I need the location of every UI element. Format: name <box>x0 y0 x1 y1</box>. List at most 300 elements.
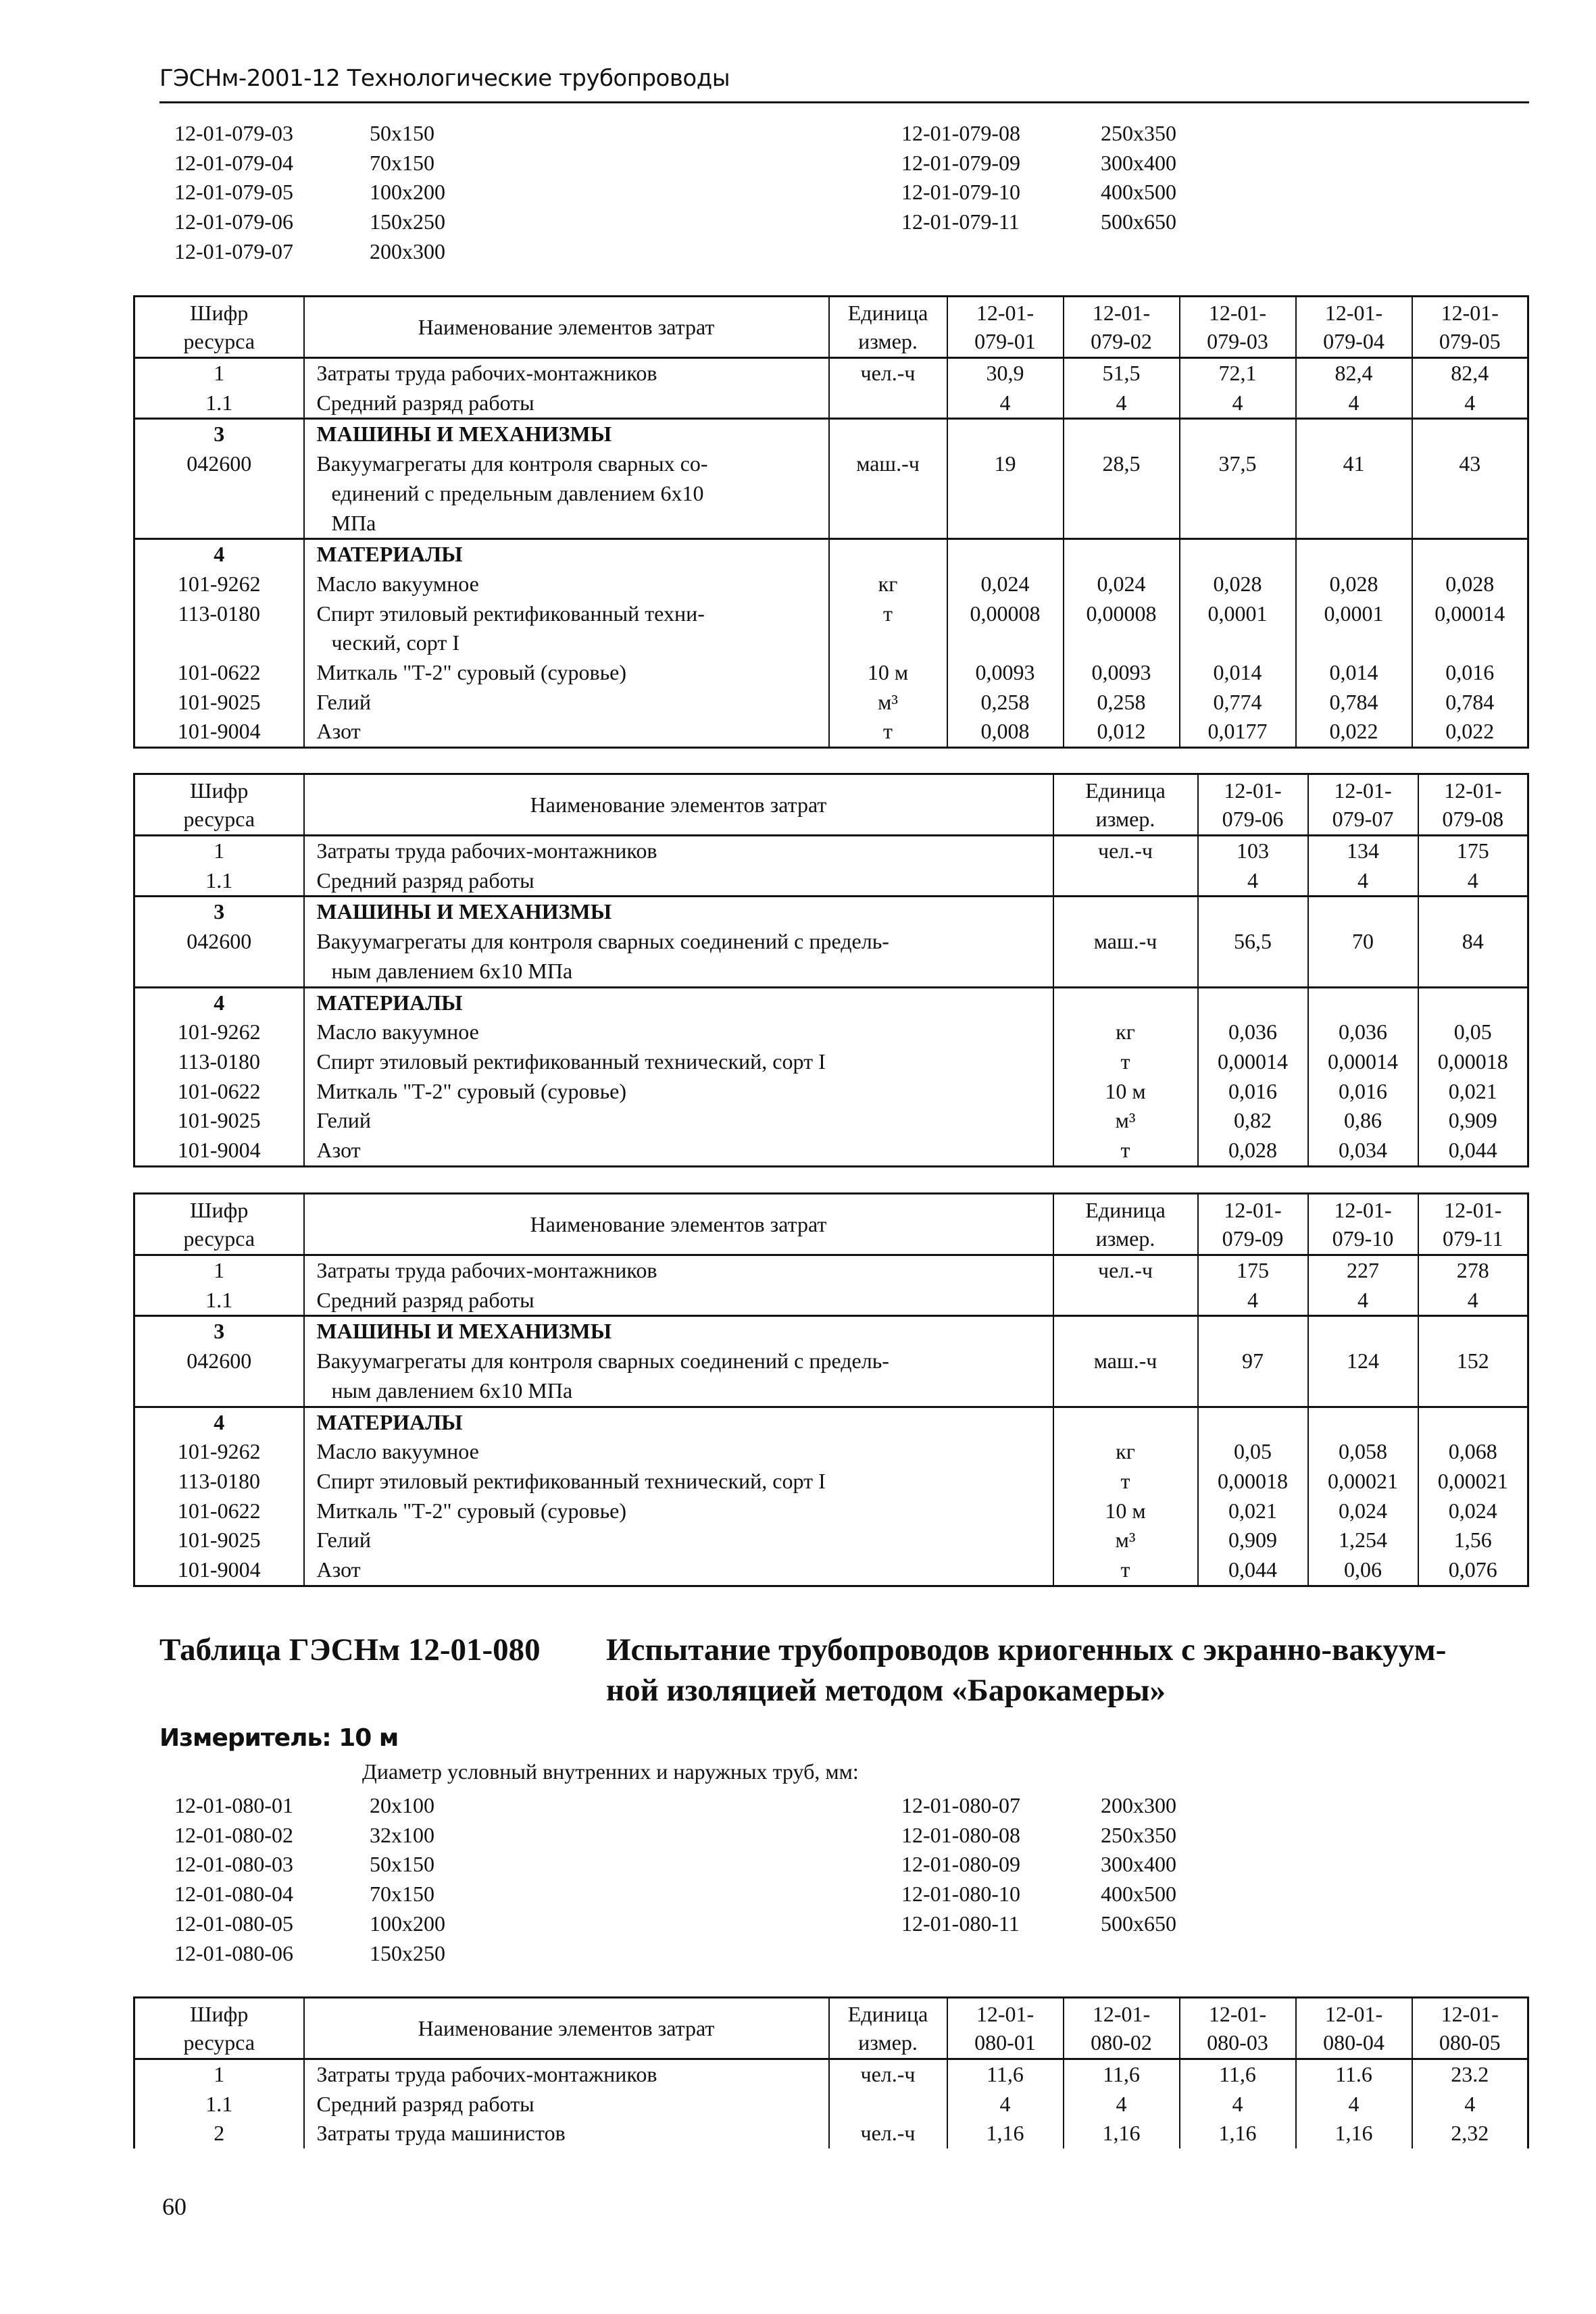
resource-code: 101-9262 <box>134 570 304 599</box>
table-row <box>134 449 1528 539</box>
unit <box>1053 1407 1198 1437</box>
norm-value: 175 <box>1418 836 1528 866</box>
header-norm-code <box>1308 1194 1418 1255</box>
norm-value: 0,774 <box>1180 688 1296 718</box>
norm-value: 11,6 <box>1180 2059 1296 2090</box>
norm-value: 0,784 <box>1296 688 1412 718</box>
table-row <box>134 570 1528 599</box>
unit: т <box>829 599 947 658</box>
name-line: Средний разряд работы <box>316 1287 534 1312</box>
norm-value <box>1198 897 1308 927</box>
unit: чел.-ч <box>829 358 947 388</box>
name-line: Затраты труда рабочих-монтажников <box>316 361 657 385</box>
norm-value: 4 <box>1308 1286 1418 1316</box>
resource-name <box>304 1407 1053 1437</box>
header-line: 079-11 <box>1443 1226 1503 1251</box>
norm-value: 0,014 <box>1296 658 1412 688</box>
norm-value: 0,00021 <box>1308 1467 1418 1496</box>
diameter-item: 250x350 <box>1101 121 1176 145</box>
table-section <box>134 539 1528 748</box>
code-item: 12-01-080-11 <box>901 1911 1020 1936</box>
table-row <box>134 1496 1528 1526</box>
table-row <box>134 1047 1528 1077</box>
header-line: 12-01- <box>976 2002 1034 2026</box>
diameter-caption: Диаметр условный внутренних и наружных труб, мм: <box>362 1759 859 1784</box>
resource-code: 3 <box>134 1316 304 1347</box>
resource-table <box>133 1192 1529 1587</box>
unit: т <box>1053 1047 1198 1077</box>
header-name: Наименование элементов затрат <box>304 1998 829 2059</box>
header-norm-code <box>947 1998 1064 2059</box>
norm-value: 0,021 <box>1198 1496 1308 1526</box>
unit: 10 м <box>829 658 947 688</box>
norm-value: 41 <box>1296 449 1412 539</box>
section-heading-row <box>134 1407 1528 1437</box>
name-line: Масло вакуумное <box>316 1439 479 1464</box>
norm-value: 4 <box>1412 2090 1528 2119</box>
norm-value: 0,022 <box>1412 717 1528 747</box>
table-row <box>134 1077 1528 1107</box>
header-line: 12-01- <box>1444 778 1502 803</box>
measure-unit: Измеритель: 10 м <box>159 1724 399 1752</box>
header-line: измер. <box>858 329 918 353</box>
norm-value: 0,068 <box>1418 1437 1528 1467</box>
name-line: Средний разряд работы <box>316 867 534 892</box>
norm-value: 0,028 <box>1412 570 1528 599</box>
resource-code: 3 <box>134 419 304 449</box>
norm-value: 0,00021 <box>1418 1467 1528 1496</box>
norm-value: 11.6 <box>1296 2059 1412 2090</box>
header-line: 12-01- <box>1324 301 1383 325</box>
resource-name <box>304 927 1053 987</box>
header-line: 12-01- <box>976 301 1034 325</box>
code-item: 12-01-079-03 <box>174 121 293 145</box>
resource-code: 101-9025 <box>134 688 304 718</box>
header-norm-code <box>1296 1998 1412 2059</box>
code-item: 12-01-079-06 <box>174 209 293 234</box>
table-row <box>134 866 1528 897</box>
header-line: ресурса <box>183 1226 255 1251</box>
norm-value: 0,00018 <box>1198 1467 1308 1496</box>
header-norm-code <box>1412 1998 1528 2059</box>
norm-value: 0,016 <box>1308 1077 1418 1107</box>
unit: маш.-ч <box>829 449 947 539</box>
norm-value <box>1198 1407 1308 1437</box>
norm-value: 30,9 <box>947 358 1064 388</box>
norm-value: 0,00014 <box>1412 599 1528 658</box>
header-line: 079-03 <box>1207 329 1268 353</box>
resource-code: 1.1 <box>134 1286 304 1316</box>
header-line: 080-04 <box>1323 2030 1385 2055</box>
code-item: 12-01-080-07 <box>901 1793 1020 1817</box>
diameter-item: 150x250 <box>370 209 445 234</box>
norm-value: 0,034 <box>1308 1136 1418 1166</box>
name-line: Миткаль "Т-2" суровый (суровье) <box>316 1498 627 1523</box>
header-line: 12-01- <box>1092 301 1151 325</box>
norm-value <box>1412 419 1528 449</box>
resource-name <box>304 449 829 539</box>
resource-name <box>304 358 829 388</box>
header-norm-code <box>1296 297 1412 358</box>
name-line: ным давлением 6x10 МПа <box>331 1378 573 1403</box>
resource-name <box>304 2119 829 2148</box>
header-line: ресурса <box>183 329 255 353</box>
header-norm-code <box>1198 1194 1308 1255</box>
resource-code: 1.1 <box>134 388 304 419</box>
diameter-item: 300x400 <box>1101 150 1176 175</box>
name-line: Масло вакуумное <box>316 1020 479 1045</box>
table-row <box>134 688 1528 718</box>
name-line: Миткаль "Т-2" суровый (суровье) <box>316 660 627 685</box>
norm-value: 51,5 <box>1064 358 1180 388</box>
resource-name <box>304 987 1053 1017</box>
norm-value: 0,0001 <box>1296 599 1412 658</box>
norm-value: 0,05 <box>1198 1437 1308 1467</box>
norm-value: 0,024 <box>1308 1496 1418 1526</box>
unit: м³ <box>1053 1106 1198 1136</box>
name-line: Затраты труда машинистов <box>316 2121 566 2146</box>
unit <box>1053 987 1198 1017</box>
header-line: Шифр <box>190 778 249 803</box>
header-name: Наименование элементов затрат <box>304 774 1053 836</box>
norm-value: 0,784 <box>1412 688 1528 718</box>
header-code <box>134 774 304 836</box>
norm-value: 0,024 <box>1418 1496 1528 1526</box>
norm-value: 4 <box>1412 388 1528 419</box>
table-row <box>134 1526 1528 1555</box>
header-norm-code <box>1418 774 1528 836</box>
resource-name <box>304 539 829 570</box>
code-item: 12-01-080-01 <box>174 1793 293 1817</box>
name-line: Азот <box>316 1138 361 1163</box>
norm-value: 0,0001 <box>1180 599 1296 658</box>
header-line: 079-10 <box>1332 1226 1394 1251</box>
norm-value: 72,1 <box>1180 358 1296 388</box>
table-row <box>134 836 1528 866</box>
norm-value <box>947 539 1064 570</box>
norm-value: 82,4 <box>1296 358 1412 388</box>
norm-value <box>1064 539 1180 570</box>
norm-value: 1,16 <box>947 2119 1064 2148</box>
diameter-item: 200x300 <box>1101 1793 1176 1817</box>
norm-value <box>1412 539 1528 570</box>
header-code <box>134 1998 304 2059</box>
table-title-line: ной изоляцией методом «Барокамеры» <box>606 1673 1166 1708</box>
name-line: МАШИНЫ И МЕХАНИЗМЫ <box>316 1319 612 1344</box>
norm-value <box>1308 1316 1418 1347</box>
name-line: Затраты труда рабочих-монтажников <box>316 1258 657 1282</box>
resource-name <box>304 1467 1053 1496</box>
resource-name <box>304 1555 1053 1586</box>
diameter-item: 400x500 <box>1101 180 1176 205</box>
code-item: 12-01-079-07 <box>174 238 293 263</box>
unit: чел.-ч <box>1053 1255 1198 1286</box>
norm-value: 175 <box>1198 1255 1308 1286</box>
code-item: 12-01-079-05 <box>174 180 293 205</box>
norm-value: 0,258 <box>947 688 1064 718</box>
header-line: 079-06 <box>1222 807 1284 831</box>
table-section <box>134 1316 1528 1407</box>
header-line: 12-01- <box>1334 778 1392 803</box>
diameter-item: 32x100 <box>370 1822 434 1847</box>
header-line: измер. <box>858 2030 918 2055</box>
norm-value: 84 <box>1418 927 1528 987</box>
unit: кг <box>1053 1017 1198 1047</box>
resource-name <box>304 1526 1053 1555</box>
name-line: ческий, сорт I <box>331 630 460 655</box>
diameter-item: 150x250 <box>370 1940 445 1965</box>
name-line: Гелий <box>316 689 371 714</box>
unit <box>1053 866 1198 897</box>
name-line: единений с предельным давлением 6x10 <box>331 480 704 505</box>
unit <box>829 2090 947 2119</box>
norm-value <box>1418 897 1528 927</box>
resource-code: 4 <box>134 987 304 1017</box>
table-row <box>134 1347 1528 1407</box>
resource-code: 101-9025 <box>134 1106 304 1136</box>
resource-code: 101-9004 <box>134 717 304 747</box>
diameter-item: 70x150 <box>370 1882 434 1907</box>
unit: кг <box>1053 1437 1198 1467</box>
resource-code: 1 <box>134 1255 304 1286</box>
name-line: Азот <box>316 719 361 744</box>
norm-value: 0,00018 <box>1418 1047 1528 1077</box>
resource-code: 101-9004 <box>134 1136 304 1166</box>
section-heading-row <box>134 419 1528 449</box>
table-row <box>134 1255 1528 1286</box>
unit <box>829 539 947 570</box>
norm-value: 4 <box>1198 1286 1308 1316</box>
table-row <box>134 388 1528 419</box>
name-line: Гелий <box>316 1528 371 1553</box>
resource-name <box>304 717 829 747</box>
resource-name <box>304 897 1053 927</box>
resource-code: 101-0622 <box>134 658 304 688</box>
resource-name <box>304 1106 1053 1136</box>
norm-value: 227 <box>1308 1255 1418 1286</box>
header-norm-code <box>1180 1998 1296 2059</box>
table-section <box>134 419 1528 539</box>
name-line: Спирт этиловый ректификованный техни- <box>316 601 705 626</box>
norm-value: 134 <box>1308 836 1418 866</box>
norm-value: 2,32 <box>1412 2119 1528 2148</box>
norm-value: 0,016 <box>1412 658 1528 688</box>
header-line: 080-05 <box>1439 2030 1501 2055</box>
table-row <box>134 2119 1528 2148</box>
header-line: 12-01- <box>1441 301 1499 325</box>
header-line: 079-07 <box>1332 807 1394 831</box>
resource-code: 1 <box>134 836 304 866</box>
resource-code: 042600 <box>134 927 304 987</box>
diameter-item: 400x500 <box>1101 1882 1176 1907</box>
table-header-row <box>134 1194 1528 1255</box>
header-norm-code <box>1198 774 1308 836</box>
unit: 10 м <box>1053 1077 1198 1107</box>
table-section <box>134 836 1528 897</box>
header-line: 12-01- <box>1224 778 1282 803</box>
name-line: МПа <box>331 510 376 535</box>
unit: м³ <box>829 688 947 718</box>
resource-name <box>304 2090 829 2119</box>
unit: чел.-ч <box>829 2059 947 2090</box>
norm-value: 11,6 <box>947 2059 1064 2090</box>
resource-name <box>304 1347 1053 1407</box>
table-section <box>134 2059 1528 2149</box>
resource-table <box>133 773 1529 1167</box>
norm-value: 0,024 <box>947 570 1064 599</box>
norm-value: 4 <box>1180 2090 1296 2119</box>
norm-value <box>1180 419 1296 449</box>
norm-value <box>1418 1316 1528 1347</box>
header-line: 079-05 <box>1439 329 1501 353</box>
resource-name <box>304 1496 1053 1526</box>
norm-value: 11,6 <box>1064 2059 1180 2090</box>
diameter-item: 500x650 <box>1101 1911 1176 1936</box>
table-row <box>134 1017 1528 1047</box>
table-title-text <box>606 1630 1446 1711</box>
header-line: Шифр <box>190 1198 249 1222</box>
unit: маш.-ч <box>1053 1347 1198 1407</box>
norm-value <box>947 419 1064 449</box>
norm-value: 4 <box>1296 2090 1412 2119</box>
norm-value: 152 <box>1418 1347 1528 1407</box>
norm-value: 0,0093 <box>947 658 1064 688</box>
resource-name <box>304 1255 1053 1286</box>
resource-name <box>304 1017 1053 1047</box>
norm-value: 82,4 <box>1412 358 1528 388</box>
norm-value <box>1296 419 1412 449</box>
header-line: 080-01 <box>974 2030 1036 2055</box>
table-row <box>134 2090 1528 2119</box>
name-line: МАТЕРИАЛЫ <box>316 1409 463 1434</box>
header-line: 080-03 <box>1207 2030 1268 2055</box>
table-row <box>134 1106 1528 1136</box>
name-line: Спирт этиловый ректификованный технический, сорт I <box>316 1468 826 1493</box>
section-heading-row <box>134 987 1528 1017</box>
resource-name <box>304 570 829 599</box>
resource-name <box>304 1136 1053 1166</box>
table-section <box>134 1407 1528 1586</box>
unit: т <box>829 717 947 747</box>
norm-value <box>1064 419 1180 449</box>
norm-value: 37,5 <box>1180 449 1296 539</box>
resource-code: 1 <box>134 358 304 388</box>
unit: м³ <box>1053 1526 1198 1555</box>
table-section <box>134 358 1528 419</box>
header-line: Шифр <box>190 2002 249 2026</box>
norm-value: 0,058 <box>1308 1437 1418 1467</box>
norm-value: 28,5 <box>1064 449 1180 539</box>
unit: кг <box>829 570 947 599</box>
table-section <box>134 987 1528 1166</box>
resource-name <box>304 599 829 658</box>
name-line: Средний разряд работы <box>316 2091 534 2116</box>
header-line: Единица <box>847 2002 928 2026</box>
norm-value <box>1180 539 1296 570</box>
norm-value: 0,00014 <box>1198 1047 1308 1077</box>
resource-code: 2 <box>134 2119 304 2148</box>
unit: т <box>1053 1555 1198 1586</box>
resource-name <box>304 658 829 688</box>
resource-code: 101-0622 <box>134 1496 304 1526</box>
diameter-item: 50x150 <box>370 1852 434 1877</box>
resource-code: 4 <box>134 539 304 570</box>
diameter-item: 50x150 <box>370 121 434 145</box>
norm-value: 1,16 <box>1180 2119 1296 2148</box>
header-norm-code <box>947 297 1064 358</box>
resource-name <box>304 1437 1053 1467</box>
table-row <box>134 1136 1528 1166</box>
resource-code: 113-0180 <box>134 1047 304 1077</box>
norm-value: 4 <box>1180 388 1296 419</box>
resource-name <box>304 1316 1053 1347</box>
diameter-item: 200x300 <box>370 238 445 263</box>
header-norm-code <box>1064 297 1180 358</box>
code-item: 12-01-079-09 <box>901 150 1020 175</box>
resource-name <box>304 388 829 419</box>
header-line: 12-01- <box>1208 2002 1267 2026</box>
resource-code: 101-9262 <box>134 1437 304 1467</box>
name-line: Средний разряд работы <box>316 390 534 415</box>
norm-value: 70 <box>1308 927 1418 987</box>
header-line: Шифр <box>190 301 249 325</box>
name-line: Затраты труда рабочих-монтажников <box>316 2062 657 2086</box>
code-item: 12-01-080-08 <box>901 1822 1020 1847</box>
code-item: 12-01-080-03 <box>174 1852 293 1877</box>
table-title-line: Испытание трубопроводов криогенных с экранно-вакуум- <box>606 1632 1447 1667</box>
diameter-item: 20x100 <box>370 1793 434 1817</box>
table-section <box>134 897 1528 987</box>
header-norm-code <box>1180 297 1296 358</box>
norm-value: 0,036 <box>1308 1017 1418 1047</box>
header-code <box>134 297 304 358</box>
diameter-item: 70x150 <box>370 150 434 175</box>
norm-value: 4 <box>947 2090 1064 2119</box>
section-heading-row <box>134 897 1528 927</box>
norm-value <box>1308 1407 1418 1437</box>
norm-value: 0,0177 <box>1180 717 1296 747</box>
norm-value: 0,909 <box>1198 1526 1308 1555</box>
code-item: 12-01-079-04 <box>174 150 293 175</box>
norm-value <box>1418 1407 1528 1437</box>
resource-code: 101-9025 <box>134 1526 304 1555</box>
resource-name <box>304 2059 829 2090</box>
header-name: Наименование элементов затрат <box>304 1194 1053 1255</box>
unit <box>829 388 947 419</box>
header-line: измер. <box>1095 807 1155 831</box>
norm-value: 0,021 <box>1418 1077 1528 1107</box>
unit: чел.-ч <box>1053 836 1198 866</box>
resource-name <box>304 836 1053 866</box>
resource-name <box>304 1077 1053 1107</box>
norm-value <box>1308 987 1418 1017</box>
table-section <box>134 1255 1528 1316</box>
norm-value: 124 <box>1308 1347 1418 1407</box>
header-line: измер. <box>1095 1226 1155 1251</box>
norm-value: 4 <box>1198 866 1308 897</box>
norm-value <box>1296 539 1412 570</box>
header-line: 12-01- <box>1441 2002 1499 2026</box>
code-item: 12-01-080-09 <box>901 1852 1020 1877</box>
resource-code: 113-0180 <box>134 1467 304 1496</box>
section-heading-row <box>134 1316 1528 1347</box>
unit: чел.-ч <box>829 2119 947 2148</box>
norm-value: 1,254 <box>1308 1526 1418 1555</box>
unit <box>1053 1316 1198 1347</box>
table-row <box>134 1437 1528 1467</box>
header-norm-code <box>1308 774 1418 836</box>
name-line: Вакуумагрегаты для контроля сварных соединений с предель- <box>316 929 889 954</box>
